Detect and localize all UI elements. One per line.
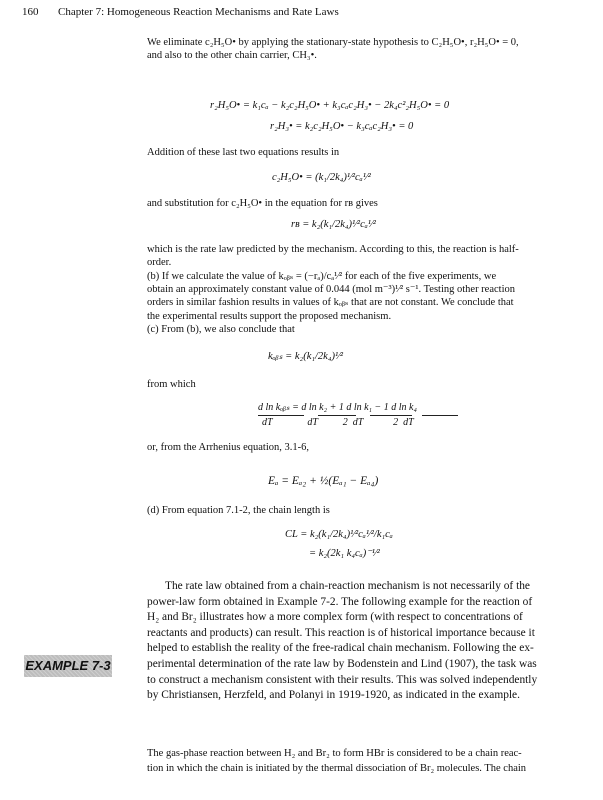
k-obs-equation: kₒᵦₛ = k₂(k₁/2k₄)¹⁄² (268, 351, 344, 362)
from-which-label: from which (147, 379, 196, 390)
intro-line-2: and also to the other chain carrier, CH₃•. (147, 50, 317, 62)
rate-law-line-1: which is the rate law predicted by the mechanism. According to this, the reaction is half- (147, 244, 519, 255)
radical-concentration-equation: c₂H₅O• = (k₁/2k₄)¹⁄²cₐ¹⁄² (272, 172, 371, 183)
example-paragraph (147, 746, 567, 776)
log-derivative-numerator: d ln kₒᵦₛ = d ln k₂ + 1 d ln k₁ − 1 d ln k₄ (258, 402, 417, 413)
part-b-line-2: obtain an approximately constant value of 0.044 (mol m⁻³)¹⁄² s⁻¹. Testing other reaction (147, 284, 515, 296)
chain-length-equation-1: CL = k₂(k₁/2k₄)¹⁄²cₐ¹⁄²/k₁cₐ (285, 529, 393, 540)
rate-law-paragraph (147, 243, 567, 269)
activation-energy-equation: Eₐ = Eₐ₂ + ½(Eₐ₁ − Eₐ₄) (268, 475, 379, 487)
fraction-bar-3 (370, 415, 412, 416)
page-number: 160 (22, 6, 39, 18)
example-line-2: tion in which the chain is initiated by the thermal dissociation of Br₂ molecules. The chain (147, 763, 527, 774)
example-line-1: The gas-phase reaction between H₂ and Br₂ to form HBr is considered to be a chain reac- (147, 748, 522, 759)
body-line-5: helped to establish the reality of the free-radical chain mechanism. Following the ex- (147, 642, 534, 655)
arrhenius-sentence: or, from the Arrhenius equation, 3.1-6, (147, 442, 310, 453)
chain-length-equation-2: = k₂(2k₁ k₄cₐ)⁻¹⁄² (309, 548, 380, 559)
body-line-8: by Christiansen, Herzfeld, and Polanyi in 1919-1920, as indicated in the example. (147, 689, 520, 702)
intro-paragraph (147, 36, 567, 62)
rate-law-line-2: order. (147, 257, 172, 269)
fraction-bar-2 (318, 415, 356, 416)
part-d-sentence: (d) From equation 7.1-2, the chain length is (147, 505, 330, 516)
chapter-title: Chapter 7: Homogeneous Reaction Mechanisms and Rate Laws (58, 6, 339, 18)
chain-reaction-paragraph (147, 579, 572, 595)
stationary-state-equation-2: r₂H₃• = k₂c₂H₅O• − k₃cₐc₂H₃• = 0 (270, 121, 414, 132)
addition-sentence: Addition of these last two equations results in (147, 147, 340, 158)
part-c-sentence: (c) From (b), we also conclude that (147, 324, 295, 335)
body-line-6: perimental determination of the rate law by Bodenstein and Lind (1907), the task was (147, 657, 537, 670)
body-line-3: H₂ and Br₂ illustrates how a more complex form (with respect to concentrations of (147, 611, 523, 624)
part-b-line-4: the experimental results support the proposed mechanism. (147, 310, 392, 322)
rate-law-equation: rʙ = k₂(k₁/2k₄)¹⁄²cₐ¹⁄² (291, 219, 376, 230)
intro-line-1: We eliminate c₂H₅O• by applying the stationary-state hypothesis to C₂H₅O•, r₂H₅O• = 0, (147, 37, 519, 48)
part-b-paragraph (147, 270, 567, 323)
example-label: EXAMPLE 7-3 (24, 655, 112, 677)
body-line-2: power-law form obtained in Example 7-2. The following example for the reaction of (147, 595, 533, 608)
body-line-4: reactants and products) can result. This reaction is of historical importance because it (147, 626, 535, 639)
chain-reaction-paragraph-cont (147, 595, 572, 704)
part-b-line-3: orders in similar fashion results in values of kₒᵦₛ that are not constant. We conclude that (147, 297, 514, 309)
substitution-sentence: and substitution for c₂H₅O• in the equation for rʙ gives (147, 198, 378, 209)
part-b-line-1: (b) If we calculate the value of kₒᵦₛ = (−rₐ)/cₐ¹⁄² for each of the five experiments, we (147, 271, 497, 282)
log-derivative-denominator: dT dT 2 dT 2 dT (262, 417, 414, 428)
body-line-1: The rate law obtained from a chain-reaction mechanism is not necessarily of the (165, 580, 530, 592)
stationary-state-equation-1: r₂H₅O• = k₁cₐ − k₂c₂H₅O• + k₃cₐc₂H₃• − 2k₄c²₂H₅O• = 0 (210, 100, 450, 111)
fraction-bar-4 (422, 415, 458, 416)
body-line-7: to construct a mechanism consistent with their results. This was solved independently (147, 673, 538, 686)
fraction-bar-1 (258, 415, 304, 416)
